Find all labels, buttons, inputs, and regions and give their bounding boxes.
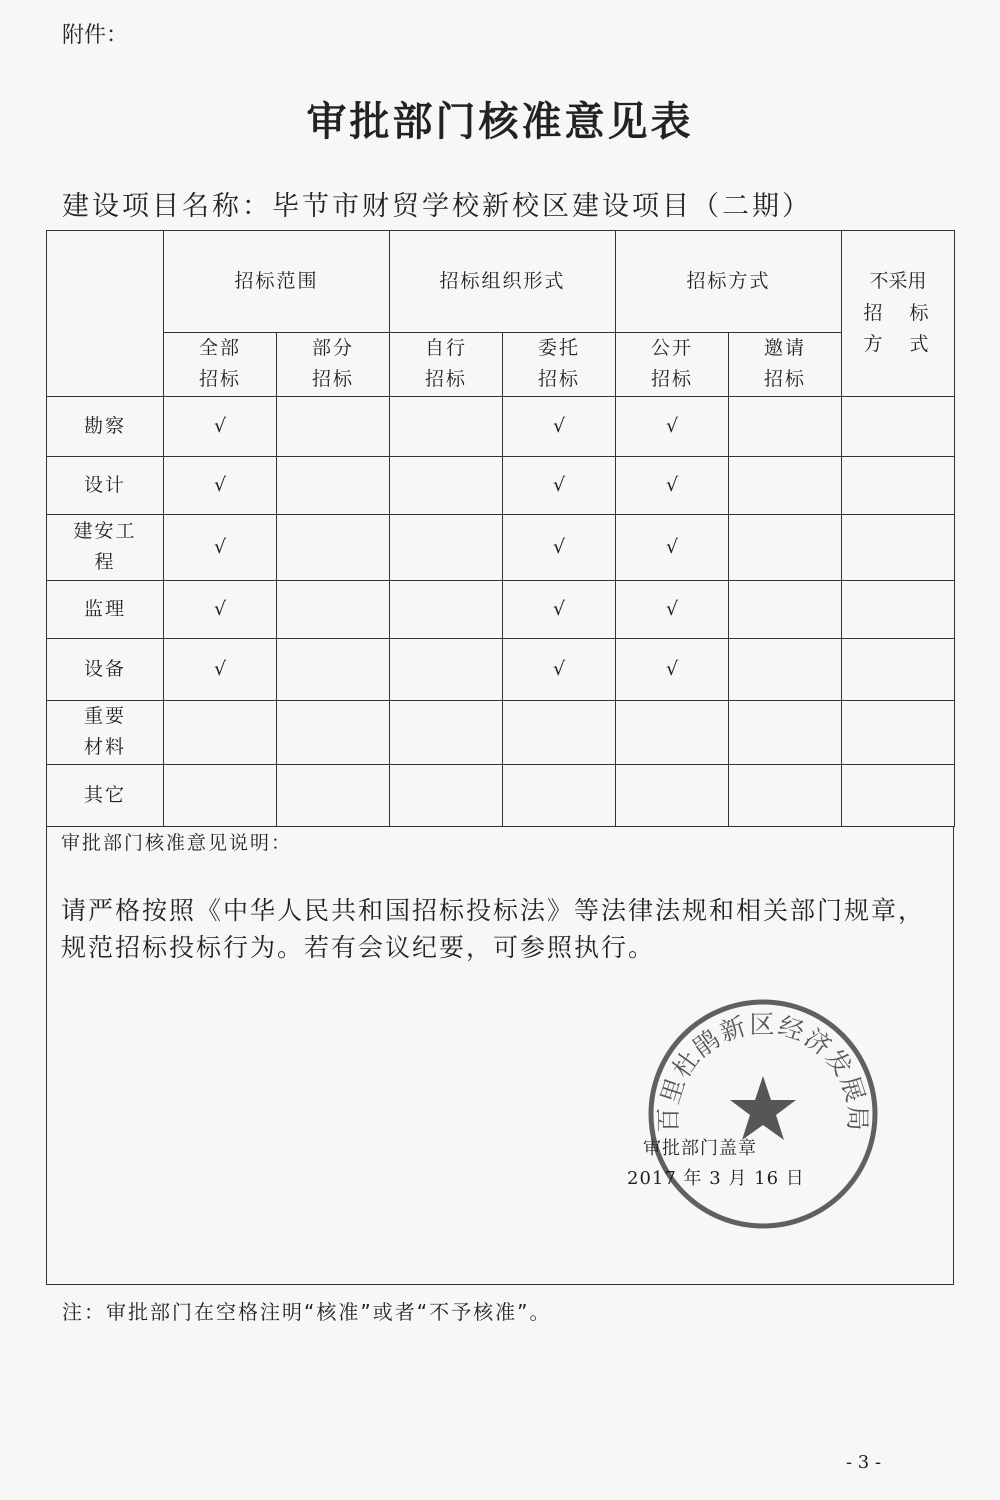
row-category-line: 勘察: [83, 414, 126, 437]
subheader-line: 委托: [538, 337, 581, 359]
project-name: 建设项目名称：毕节市财贸学校新校区建设项目（二期）: [62, 191, 812, 222]
checkmark-icon: √: [552, 473, 566, 496]
row-category: [47, 580, 164, 638]
empty-cell[interactable]: [729, 764, 842, 826]
check-cell[interactable]: [616, 456, 729, 514]
row-category-line: 监理: [83, 597, 126, 620]
invited-bidding-header: [729, 333, 842, 397]
empty-cell[interactable]: [842, 638, 955, 700]
empty-cell[interactable]: [729, 580, 842, 638]
empty-cell[interactable]: [277, 396, 390, 456]
row-category-line: 设备: [83, 657, 126, 680]
empty-cell[interactable]: [503, 764, 616, 826]
self-bidding-header: [390, 333, 503, 397]
check-cell[interactable]: [164, 580, 277, 638]
table-corner-cell: [47, 231, 164, 397]
row-category: [47, 456, 164, 514]
checkmark-icon: √: [665, 535, 679, 558]
page-title: 审批部门核准意见表: [306, 98, 694, 145]
table-row: [47, 456, 955, 514]
empty-cell[interactable]: [277, 456, 390, 514]
empty-cell[interactable]: [390, 514, 503, 580]
empty-cell[interactable]: [390, 456, 503, 514]
subheader-line: 招标: [425, 368, 468, 391]
row-category-line: 其它: [83, 783, 126, 806]
check-cell[interactable]: [503, 638, 616, 700]
table-row: [47, 764, 955, 826]
row-category: [47, 638, 164, 700]
checkmark-icon: √: [213, 535, 227, 558]
not-used-line: 招 标: [863, 301, 933, 324]
check-cell[interactable]: [616, 396, 729, 456]
empty-cell[interactable]: [164, 764, 277, 826]
open-bidding-header: [616, 333, 729, 397]
empty-cell[interactable]: [277, 700, 390, 764]
approval-table: [46, 230, 955, 827]
organization-header: 招标组织形式: [390, 231, 616, 333]
check-cell[interactable]: [616, 514, 729, 580]
page-number: - 3 -: [846, 1452, 882, 1473]
empty-cell[interactable]: [842, 514, 955, 580]
empty-cell[interactable]: [164, 700, 277, 764]
star-icon: [730, 1076, 796, 1140]
checkmark-icon: √: [552, 535, 566, 558]
empty-cell[interactable]: [277, 638, 390, 700]
checkmark-icon: √: [552, 414, 566, 437]
subheader-line: 自行: [425, 337, 468, 359]
empty-cell[interactable]: [390, 700, 503, 764]
entrusted-bidding-header: [503, 333, 616, 397]
checkmark-icon: √: [213, 597, 227, 620]
not-used-line: 不采用: [869, 270, 927, 293]
row-category-line: 设计: [83, 473, 126, 496]
empty-cell[interactable]: [277, 764, 390, 826]
empty-cell[interactable]: [729, 638, 842, 700]
checkmark-icon: √: [665, 414, 679, 437]
subheader-line: 招标: [651, 368, 694, 391]
stamp-label: 审批部门盖章: [643, 1138, 757, 1159]
not-used-line: 方 式: [863, 333, 933, 356]
table-row: [47, 396, 955, 456]
check-cell[interactable]: [503, 396, 616, 456]
row-category-line: 重要: [83, 704, 126, 727]
check-cell[interactable]: [503, 456, 616, 514]
check-cell[interactable]: [616, 638, 729, 700]
empty-cell[interactable]: [616, 700, 729, 764]
empty-cell[interactable]: [390, 580, 503, 638]
table-row: [47, 700, 955, 764]
row-category-line: 程: [94, 551, 116, 574]
empty-cell[interactable]: [842, 456, 955, 514]
row-category: [47, 764, 164, 826]
subheader-line: 全部: [198, 337, 241, 359]
checkmark-icon: √: [213, 414, 227, 437]
checkmark-icon: √: [665, 597, 679, 620]
empty-cell[interactable]: [503, 700, 616, 764]
subheader-line: 邀请: [764, 337, 807, 359]
row-category: [47, 700, 164, 764]
checkmark-icon: √: [552, 657, 566, 680]
checkmark-icon: √: [213, 657, 227, 680]
row-category-line: 建安工: [73, 519, 137, 542]
opinion-section: [46, 826, 954, 1285]
seal-text: 百里杜鹃新区经济发展局: [653, 1009, 873, 1133]
subheader-line: 招标: [764, 368, 807, 391]
subheader-line: 招标: [538, 368, 581, 391]
empty-cell[interactable]: [729, 700, 842, 764]
table-row: [47, 638, 955, 700]
official-seal: [643, 994, 883, 1234]
scope-header: 招标范围: [164, 231, 390, 333]
empty-cell[interactable]: [842, 580, 955, 638]
partial-bidding-header: [277, 333, 390, 397]
empty-cell[interactable]: [842, 396, 955, 456]
row-category: [47, 514, 164, 580]
checkmark-icon: √: [552, 597, 566, 620]
checkmark-icon: √: [213, 473, 227, 496]
check-cell[interactable]: [164, 456, 277, 514]
empty-cell[interactable]: [390, 396, 503, 456]
empty-cell[interactable]: [842, 700, 955, 764]
row-category: [47, 396, 164, 456]
empty-cell[interactable]: [616, 764, 729, 826]
table-row: [47, 580, 955, 638]
opinion-label: 审批部门核准意见说明：: [61, 832, 293, 854]
empty-cell[interactable]: [390, 764, 503, 826]
empty-cell[interactable]: [277, 514, 390, 580]
stamp-date: 2017 年 3 月 16 日: [627, 1168, 805, 1189]
subheader-line: 招标: [198, 368, 241, 391]
method-header: 招标方式: [616, 231, 842, 333]
not-used-header: [842, 231, 955, 397]
empty-cell[interactable]: [390, 638, 503, 700]
row-category-line: 材料: [83, 736, 126, 759]
empty-cell[interactable]: [277, 580, 390, 638]
empty-cell[interactable]: [729, 514, 842, 580]
check-cell[interactable]: [616, 580, 729, 638]
check-cell[interactable]: [503, 514, 616, 580]
check-cell[interactable]: [503, 580, 616, 638]
empty-cell[interactable]: [729, 396, 842, 456]
subheader-line: 部分: [312, 337, 355, 359]
empty-cell[interactable]: [729, 456, 842, 514]
subheader-line: 公开: [651, 337, 694, 359]
attachment-label: 附件：: [62, 23, 129, 48]
checkmark-icon: √: [665, 657, 679, 680]
subheader-line: 招标: [312, 368, 355, 391]
check-cell[interactable]: [164, 396, 277, 456]
checkmark-icon: √: [665, 473, 679, 496]
empty-cell[interactable]: [842, 764, 955, 826]
table-row: [47, 514, 955, 580]
check-cell[interactable]: [164, 514, 277, 580]
footnote: 注：审批部门在空格注明“核准”或者“不予核准”。: [62, 1300, 552, 1324]
check-cell[interactable]: [164, 638, 277, 700]
opinion-text: 请严格按照《中华人民共和国招标投标法》等法律法规和相关部门规章，规范招标投标行为。若有会议纪要，可参照执行。: [61, 896, 926, 962]
full-bidding-header: [164, 333, 277, 397]
